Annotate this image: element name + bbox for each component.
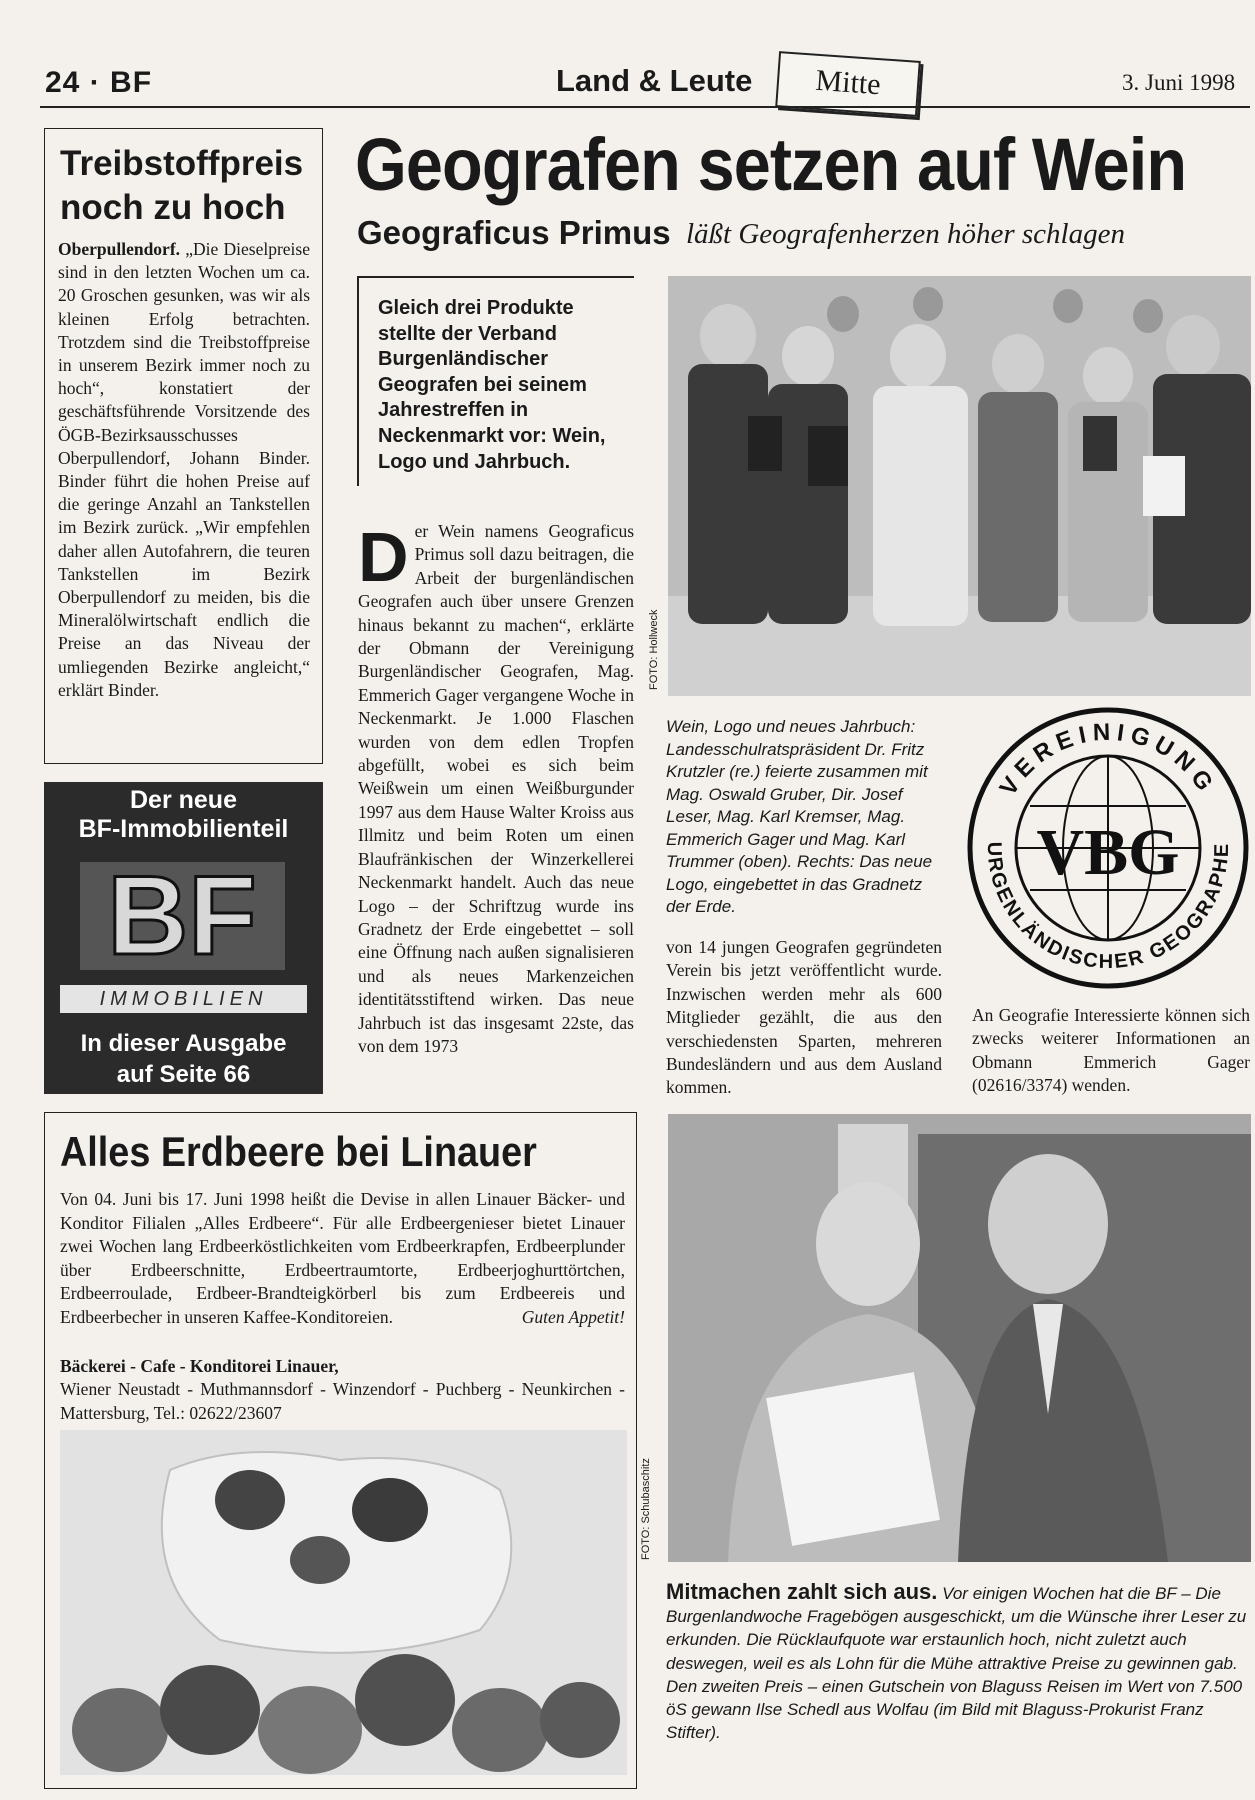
strawberry-photo-graphic	[60, 1430, 627, 1775]
sidebar-article-body	[58, 238, 310, 702]
bf-ad-band: IMMOBILIEN	[60, 985, 307, 1013]
article-body-col1-text: er Wein namens Geograficus Primus soll dazu beitragen, die Arbeit der burgenländischen Geografen auch über unsere Grenzen hinaus bekannt zu machen“, erklärte der Obmann der Vereinigung Burgenländischer Geografen, Mag. Emmerich Gager vergangene Woche in Neckenmarkt. Je 1.000 Flaschen wurden von dem edlen Tropfen abgefüllt, wobei es sich beim Weißwein um einen Weißburgunder 1997 aus dem Hause Walter Kroiss aus Illmitz und beim Roten um einen Blaufränkischen der Winzerkellerei Neckenmarkt handelt. Auch das neue Logo – der Schriftzug wurde ins Gradnetz der Erde eingebettet – soll eine Öffnung nach außen signalisieren und als neues Markenzeichen identitätsstiftend wirken. Das neue Jahrbuch ist das insgesamt 22ste, das von dem 1973	[358, 521, 634, 1056]
bf-ad-line1: Der neue	[130, 786, 237, 814]
bf-logo-graphic	[80, 862, 285, 970]
group-photo-graphic	[668, 276, 1251, 696]
photo-credit-hollweck: FOTO: Hollweck	[648, 609, 660, 690]
survey-caption	[666, 1580, 1248, 1744]
strawberry-ad-text: Von 04. Juni bis 17. Juni 1998 heißt die Devise in allen Linauer Bäcker- und Konditor Filialen „Alles Erdbeere“. Für alle Erdbeergenieser bietet Linauer zwei Wochen lang Erdbeerköstlichkeiten vom Erdbeerkrapfen, Erdbeerplunder über Erdbeerschnitte, Erdbeertraumtorte, Erdbeerjoghurttörtchen, Erdbeerroulade, Erdbeer-Brandteigkörberl bis zum Erdbeereis und Erdbeerbecher in unseren Kaffee-Konditoreien.	[60, 1189, 625, 1327]
subhead-bold: Geograficus Primus	[357, 214, 671, 251]
main-headline: Geografen setzen auf Wein	[355, 123, 1187, 206]
sidebar-dateline: Oberpullendorf.	[58, 239, 181, 259]
vbg-logo-center-text: VBG	[1036, 816, 1180, 889]
dropcap: D	[358, 518, 409, 596]
region-tag: Mitte	[775, 51, 921, 117]
intro-rule	[357, 276, 634, 278]
vbg-logo-top-path: VEREINIGUNG	[994, 718, 1222, 801]
article-intro: Gleich drei Produkte stellte der Verband Burgenländischer Geografen bei seinem Jahrestreffen in Neckenmarkt vor: Wein, Logo und Jahrbuch.	[378, 297, 606, 473]
bf-logo	[80, 862, 285, 970]
sidebar-title-line1: Treibstoffpreis	[60, 144, 304, 183]
info-text: An Geografie Interessierte können sich zwecks weiterer Informationen an Obmann Emmerich Gager (02616/3374) wenden.	[972, 1005, 1250, 1096]
section-title: Land & Leute	[556, 63, 753, 98]
group-photo	[668, 276, 1251, 696]
bf-logo-text: BF	[107, 862, 257, 970]
strawberry-ad-title: Alles Erdbeere bei Linauer	[60, 1128, 537, 1175]
survey-caption-body: Vor einigen Wochen hat die BF – Die Burgenlandwoche Fragebögen ausgeschickt, um die Wünsche ihrer Leser zu erkunden. Die Rücklaufquote war erstaunlich hoch, nicht zuletzt auch deswegen, weil es als Lohn für die Mühe attraktive Preise zu gewinnen gab. Den zweiten Preis – einen Gutschein von Blaguss Reisen im Wert von 7.500 öS gewann Ilse Schedl aus Wolfau (im Bild mit Blaguss-Prokurist Franz Stifter).	[666, 1584, 1247, 1743]
photo-credit-schubaschitz: FOTO: Schubaschitz	[640, 1458, 652, 1560]
bf-ad-line2: BF-Immobilienteil	[78, 815, 289, 843]
strawberry-ad-body	[60, 1188, 625, 1330]
sidebar-title-line2: noch zu hoch	[60, 188, 286, 227]
bf-ad-line3: In dieser Ausgabe	[80, 1030, 287, 1057]
vbg-logo	[966, 706, 1250, 990]
strawberry-photo	[60, 1430, 627, 1775]
sidebar-article-title	[60, 142, 320, 230]
subhead-italic: läßt Geografenherzen höher schlagen	[686, 218, 1125, 250]
article-body-col1	[358, 520, 634, 1058]
bf-ad-line4: auf Seite 66	[116, 1061, 251, 1088]
article-body-col2: von 14 jungen Geografen gegründeten Verein bis jetzt veröffentlicht wurde. Inzwischen werden mehr als 600 Mitglieder gezählt, die aus den verschiedensten Sparten, mehreren Bundesländern und aus dem Ausland kommen.	[666, 937, 942, 1098]
strawberry-ad-address: Wiener Neustadt - Muthmannsdorf - Winzendorf - Puchberg - Neunkirchen - Mattersburg, Tel.: 02622/23607	[60, 1379, 625, 1423]
vbg-logo-graphic	[966, 706, 1250, 990]
photo-caption: Wein, Logo und neues Jahrbuch: Landesschulratspräsident Dr. Fritz Krutzler (re.) feierte zusammen mit Mag. Oswald Gruber, Dir. Josef Leser, Mag. Karl Kremser, Mag. Emmerich Gager und Mag. Karl Trummer (oben). Rechts: Das neue Logo, eingebettet in das Gradnetz der Erde.	[666, 717, 933, 916]
survey-caption-title: Mitmachen zahlt sich aus.	[666, 1579, 938, 1604]
header-rule	[40, 106, 1250, 108]
intro-rule-left	[357, 276, 359, 486]
issue-date: 3. Juni 1998	[1122, 70, 1236, 95]
strawberry-ad-closing: Guten Appetit!	[521, 1306, 625, 1327]
survey-winner-photo-graphic	[668, 1114, 1251, 1562]
page-number: 24 · BF	[45, 66, 153, 99]
strawberry-ad-signature: Bäckerei - Cafe - Konditorei Linauer,	[60, 1356, 339, 1376]
sidebar-body-text: „Die Dieselpreise sind in den letzten Wochen um ca. 20 Groschen gesunken, was wir als kleinen Erfolg betrachten. Trotzdem sind die Treibstoffpreise in unserem Bezirk immer noch zu hoch“, konstatiert der geschäftsführende Vorsitzende des ÖGB-Bezirksausschusses Oberpullendorf, Johann Binder. Binder führt die hohen Preise auf die geringe Anzahl an Tankstellen im Bezirk zurück. „Wir empfehlen daher allen Autofahrern, die teuren Tankstellen im Bezirk Oberpullendorf zu meiden, bis die Mineralölwirtschaft endlich die Preise an das Niveau der umliegenden Bezirke angleicht,“ erklärt Binder.	[58, 239, 310, 700]
survey-winner-photo	[668, 1114, 1251, 1562]
vbg-logo-bottom-path: URGENLÄNDISCHER GEOGRAPHE	[982, 841, 1234, 974]
